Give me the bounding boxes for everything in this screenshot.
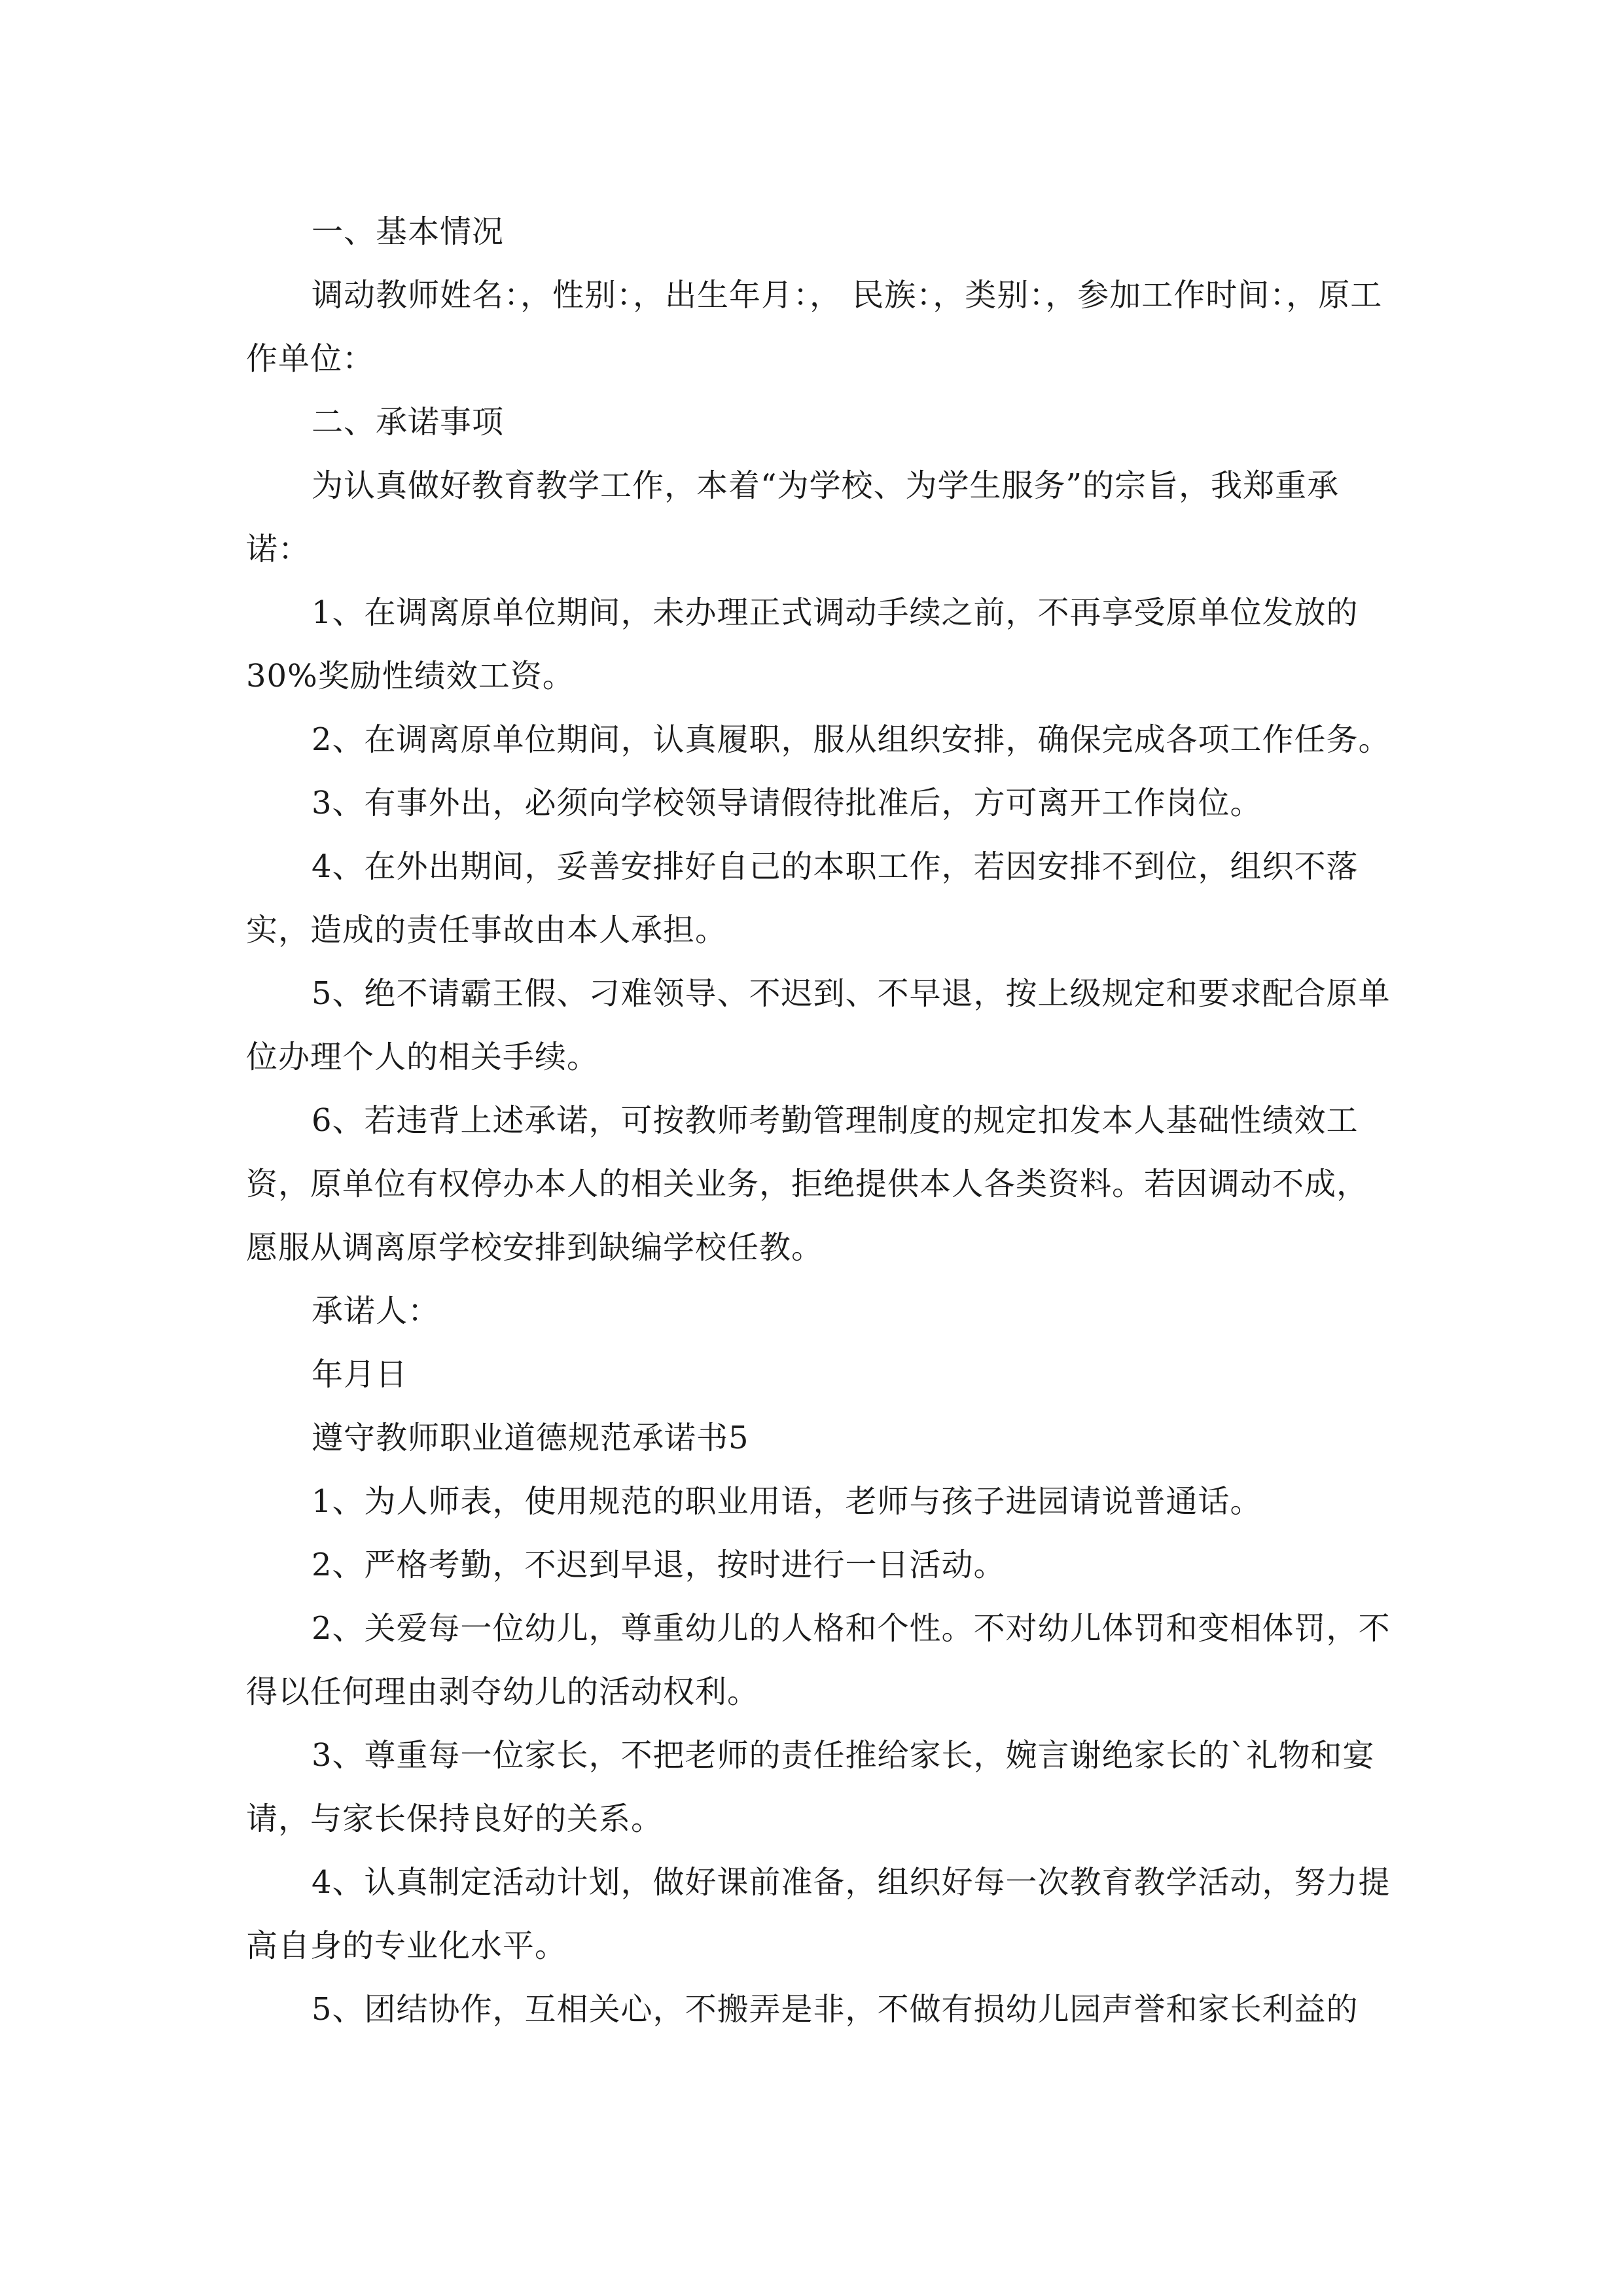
- paragraph-item-6: 6、若违背上述承诺，可按教师考勤管理制度的规定扣发本人基础性绩效工资，原单位有权停办本人的相关业务，拒绝提供本人各类资料。若因调动不成，愿服从调离原学校安排到缺编学校任教。: [246, 1102, 1369, 1266]
- paragraph-intro: 为认真做好教育教学工作，本着“为学校、为学生服务”的宗旨，我郑重承诺：: [246, 467, 1340, 567]
- ethics-item-4: 4、认真制定活动计划，做好课前准备，组织好每一次教育教学活动，努力提高自身的专业化水平。: [246, 1864, 1391, 1964]
- paragraph-item-4: 4、在外出期间，妥善安排好自己的本职工作，若因安排不到位，组织不落实，造成的责任事故由本人承担。: [246, 848, 1359, 948]
- ethics-item-3: 3、尊重每一位家长，不把老师的责任推给家长，婉言谢绝家长的`礼物和宴请，与家长保持良好的关系。: [246, 1737, 1375, 1837]
- ethics-item-5: 5、团结协作，互相关心，不搬弄是非，不做有损幼儿园声誉和家长利益的: [312, 1991, 1359, 2028]
- paragraph-item-2: 2、在调离原单位期间，认真履职，服从组织安排，确保完成各项工作任务。: [312, 721, 1391, 758]
- ethics-item-2b: 2、关爱每一位幼儿，尊重幼儿的人格和个性。不对幼儿体罚和变相体罚，不得以任何理由剥夺幼儿的活动权利。: [246, 1610, 1391, 1710]
- paragraph-item-5: 5、绝不请霸王假、刁难领导、不迟到、不早退，按上级规定和要求配合原单位办理个人的相关手续。: [246, 975, 1391, 1075]
- section-heading-commitments: 二、承诺事项: [312, 404, 505, 440]
- paragraph-item-3: 3、有事外出，必须向学校领导请假待批准后，方可离开工作岗位。: [312, 785, 1262, 821]
- section-title-ethics: 遵守教师职业道德规范承诺书5: [312, 1420, 749, 1456]
- paragraph-item-1: 1、在调离原单位期间，未办理正式调动手续之前，不再享受原单位发放的30%奖励性绩效工资。: [246, 594, 1359, 694]
- signature-label: 承诺人：: [312, 1293, 440, 1329]
- document-body: [246, 200, 1398, 2041]
- ethics-item-1: 1、为人师表，使用规范的职业用语，老师与孩子进园请说普通话。: [312, 1483, 1262, 1520]
- section-heading-basic-info: 一、基本情况: [312, 213, 505, 250]
- ethics-item-2: 2、严格考勤，不迟到早退，按时进行一日活动。: [312, 1547, 1006, 1583]
- paragraph-teacher-info: 调动教师姓名：，性别：，出生年月：， 民族：，类别：，参加工作时间：，原工作单位：: [246, 277, 1383, 377]
- date-label: 年月日: [312, 1356, 408, 1393]
